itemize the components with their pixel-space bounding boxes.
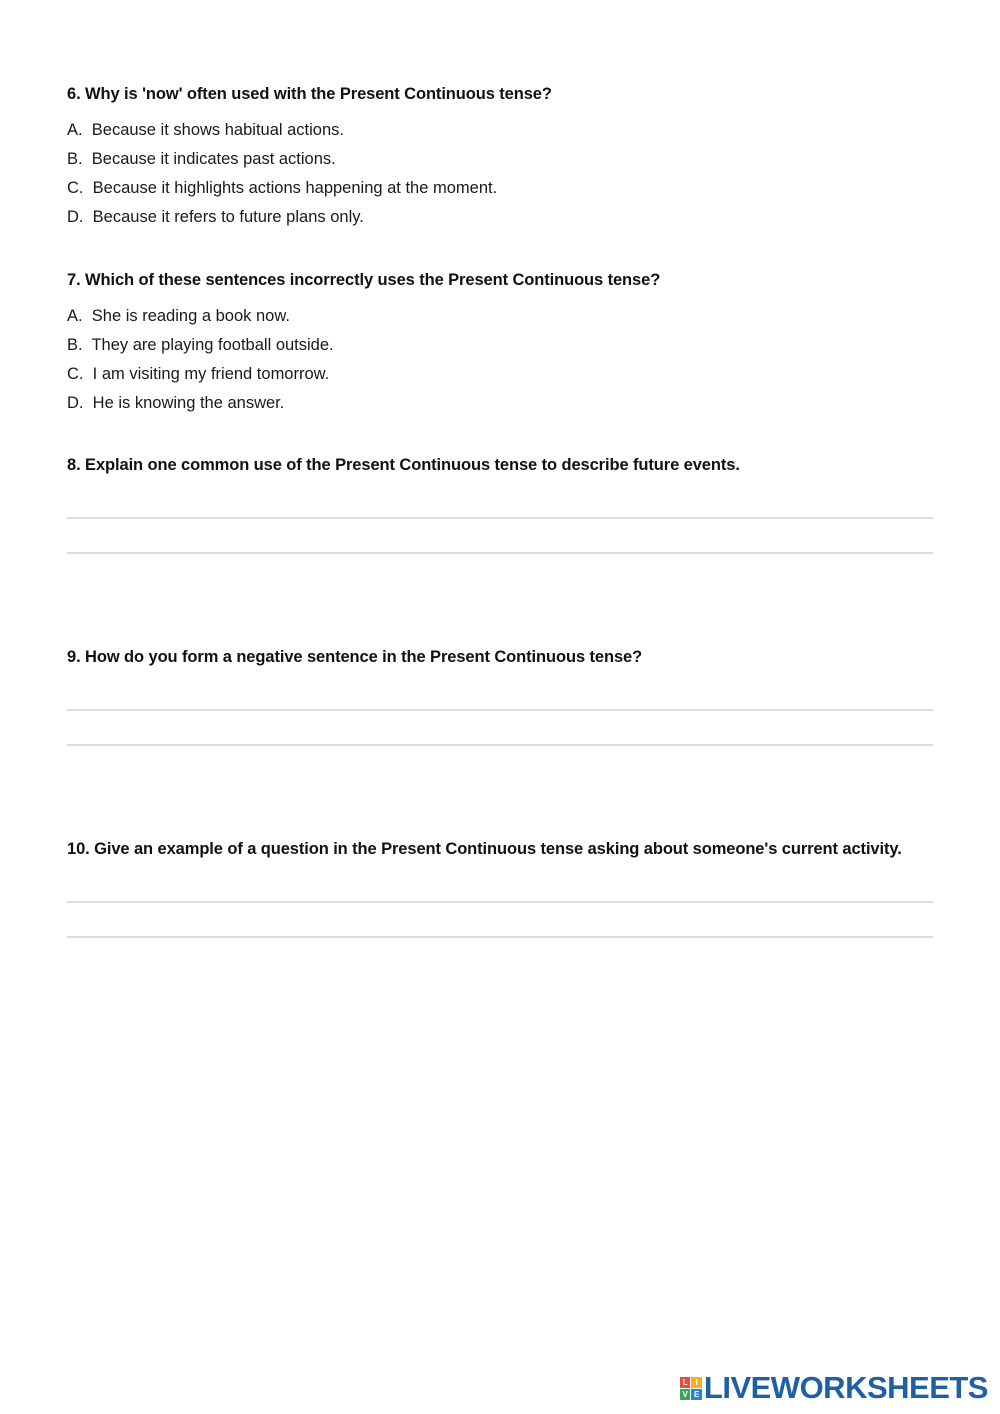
liveworksheets-logo-icon	[680, 1377, 702, 1399]
question-8-title: 8. Explain one common use of the Present Continuous tense to describe future events.	[67, 456, 740, 474]
option-text: Because it indicates past actions.	[91, 150, 336, 168]
option-letter: A.	[67, 121, 83, 139]
question-7-option-a[interactable]	[67, 307, 290, 326]
option-letter: A.	[67, 307, 83, 325]
option-text: They are playing football outside.	[91, 336, 334, 354]
option-text: She is reading a book now.	[91, 307, 290, 325]
answer-line-8-2[interactable]	[67, 552, 933, 554]
option-text: I am visiting my friend tomorrow.	[92, 365, 330, 383]
question-6-option-a[interactable]	[67, 121, 344, 140]
option-letter: B.	[67, 336, 83, 354]
option-letter: C.	[67, 179, 84, 197]
logo-tile: I	[691, 1377, 702, 1388]
option-letter: C.	[67, 365, 84, 383]
answer-line-9-2[interactable]	[67, 744, 933, 746]
question-9-title: 9. How do you form a negative sentence in the Present Continuous tense?	[67, 648, 643, 666]
option-text: He is knowing the answer.	[92, 394, 285, 412]
logo-tile: L	[680, 1377, 691, 1388]
liveworksheets-wordmark: LIVEWORKSHEETS	[703, 1370, 988, 1405]
question-7-option-d[interactable]	[67, 394, 284, 413]
option-letter: B.	[67, 150, 83, 168]
question-6-title: 6. Why is 'now' often used with the Present Continuous tense?	[67, 85, 552, 103]
question-7-title: 7. Which of these sentences incorrectly uses the Present Continuous tense?	[67, 271, 661, 289]
option-letter: D.	[67, 208, 84, 226]
answer-line-8-1[interactable]	[67, 517, 933, 519]
answer-line-10-2[interactable]	[67, 936, 933, 938]
question-10-title: 10. Give an example of a question in the Present Continuous tense asking about someone's current activity.	[67, 840, 902, 858]
question-6-option-b[interactable]	[67, 150, 336, 169]
option-text: Because it shows habitual actions.	[91, 121, 344, 139]
liveworksheets-brand	[680, 1370, 988, 1406]
question-7-option-c[interactable]	[67, 365, 329, 384]
answer-line-10-1[interactable]	[67, 901, 933, 903]
question-6-option-c[interactable]	[67, 179, 497, 198]
question-7-option-b[interactable]	[67, 336, 334, 355]
answer-line-9-1[interactable]	[67, 709, 933, 711]
question-6-option-d[interactable]	[67, 208, 364, 227]
logo-tile: E	[691, 1389, 702, 1400]
logo-tile: V	[680, 1389, 691, 1400]
option-text: Because it highlights actions happening at the moment.	[92, 179, 498, 197]
option-text: Because it refers to future plans only.	[92, 208, 364, 226]
option-letter: D.	[67, 394, 84, 412]
